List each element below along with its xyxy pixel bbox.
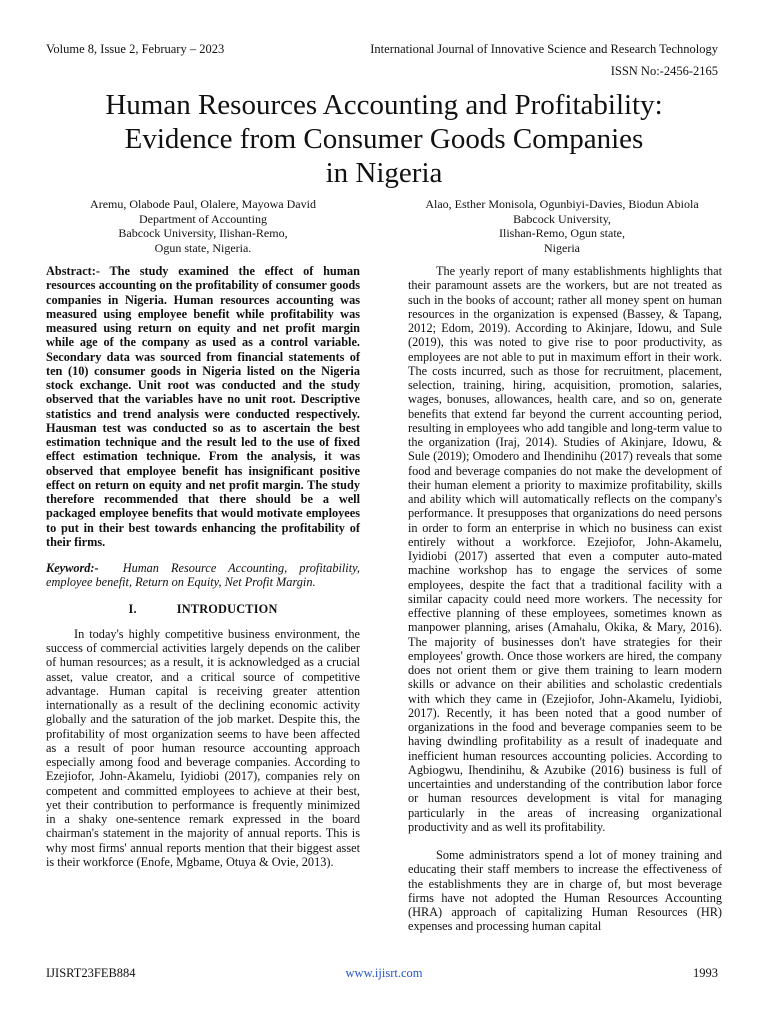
right-column bbox=[408, 264, 722, 934]
author-names: Aremu, Olabode Paul, Olalere, Mayowa David bbox=[90, 197, 316, 211]
authors-right bbox=[400, 197, 724, 255]
abstract: Abstract:- The study examined the effect of human resources accounting on the profitability of consumer goods companies in Nigeria. Human resources accounting was measured using employee benefit while profitability was measured using return on equity and net profit margin while age of the company as used as a control variable. Secondary data was sourced from financial statements of ten (10) consumer goods in Nigeria listed on the Nigeria stock exchange. Unit root was conducted and the study observed that the variables have no unit root. Descriptive statistics and trend analysis were conducted respectively. Hausman test was conducted so as to ascertain the best estimation technique and the result led to the use of fixed effect estimation technique. From the analysis, it was observed that employee benefit has insignificant positive effect on return on equity and net profit margin. The study therefore recommended that there should be a well packaged employee benefits that would motivate employees to put in their best towards enhancing the profitability of their firms. bbox=[46, 264, 360, 549]
paper-title bbox=[40, 88, 728, 190]
section-number: I. bbox=[128, 601, 137, 616]
author-affiliation: Nigeria bbox=[544, 240, 580, 255]
page-number: 1993 bbox=[693, 966, 718, 980]
author-affiliation: Department of Accounting bbox=[139, 211, 267, 226]
title-line: in Nigeria bbox=[325, 157, 443, 189]
keyword-list: Human Resource Accounting, profitability, employee benefit, Return on Equity, Net Profit Margin. bbox=[46, 561, 360, 590]
section-heading bbox=[46, 602, 360, 616]
author-affiliation: Ogun state, Nigeria. bbox=[154, 240, 252, 255]
journal-website-link[interactable]: www.ijisrt.com bbox=[345, 966, 423, 980]
authors-left bbox=[46, 197, 360, 255]
intro-paragraph: In today's highly competitive business environment, the success of commercial activities largely depends on the caliber of human resources; as a result, it is acknowledged as a crucial asset, value creator, and a critical source of competitive advantage. Human capital is receiving greater attention internationally as a result of the declining economic activity globally and the saturation of the job market. Despite this, the profitability of most organization seems to have been affected as a result of poor human resource accounting approach especially among food and beverage companies. According to Ezejiofor, John-Akamelu, Iyidiobi (2017), companies rely on competent and committed employees to achieve at their best, yet their contribution to performance is frequently minimized in a shaky one-sentence remark expressed in the board chairman's statement in the majority of annual reports. This is why most firms' annual reports mention that their biggest asset is their workforce (Enofe, Mgbame, Otuya & Ovie, 2013). bbox=[46, 626, 360, 869]
keyword-label: Keyword:- bbox=[46, 561, 99, 575]
title-line: Human Resources Accounting and Profitability: bbox=[105, 89, 663, 121]
author-affiliation: Ilishan-Remo, Ogun state, bbox=[499, 226, 625, 240]
body-paragraph: Some administrators spend a lot of money training and educating their staff members to increase the effectiveness of the establishments they are in charge of, but most beverage firms have not adopted the Human Resources Accounting (HRA) approach of capitalizing Human Resources (HR) expenses and processing human capital bbox=[408, 848, 722, 934]
keywords bbox=[46, 561, 360, 590]
journal-name: International Journal of Innovative Science and Research Technology bbox=[370, 42, 718, 56]
volume-issue: Volume 8, Issue 2, February – 2023 bbox=[46, 42, 225, 56]
author-names: Alao, Esther Monisola, Ogunbiyi-Davies, Biodun Abiola bbox=[425, 197, 699, 211]
section-title: INTRODUCTION bbox=[176, 601, 278, 616]
author-affiliation: Babcock University, Ilishan-Remo, bbox=[118, 226, 288, 240]
title-line: Evidence from Consumer Goods Companies bbox=[124, 123, 644, 155]
paper-id: IJISRT23FEB884 bbox=[46, 966, 136, 980]
left-column bbox=[46, 264, 360, 869]
author-affiliation: Babcock University, bbox=[513, 211, 611, 226]
body-paragraph: The yearly report of many establishments highlights that their paramount assets are the workers, but are not treated as such in the books of account; rather all money spent on human resources in the organization is expensed (Bassey, & Tapang, 2012; Edom, 2019). According to Akinjare, Idowu, and Sule (2019), this was noted to give rise to poor productivity, as employees are not able to put in maximum effort in their work. The costs incurred, such as those for recruitment, placement, selection, training, hiring, acquisition, promotion, salaries, wages, bonuses, allowances, health care, and so on, generate benefits that extend far beyond the current accounting period, resulting in employees who add tangible and long-term value to the organization (Iraj, 2014). Studies of Akinjare, Idowu, & Sule (2019); Omodero and Ihendinihu (2017) reveals that some food and beverage companies do not make the development of their human element a priority to maximize profitability, skills and ability which will automatically reflects on the company's performance. It presupposes that organizations do need persons in order to form an enterprise in which no business can exist entirely without a workforce. Ezejiofor, John-Akamelu, Iyidiobi (2017) asserted that even a computer auto-mated machine workshop has to engage the services of some employees, despite the fact that a traditional facility with a similar capacity could need more workers. The necessity for effective planning of these employees, sometimes known as manpower planning, arises (Amahalu, Okika, & Mary, 2016). The majority of businesses don't have strategies for their employees' growth. Once those workers are hired, the company does not orient them or give them training to learn modern skills or advance on their abilities and scholastic credentials with which they came in (Ezejiofor, John-Akamelu, Iyidiobi, 2017). Recently, it has been noted that a good number of organizations in the food and beverage companies seem to be having dwindling profitability as a result of inadequate and inefficient human resources accounting policies. According to Agbiogwu, Ihendinihu, & Azubike (2016) business is full of uncertainties and understanding of the contribution labor force or human resources development is vital for managing particularly in the areas of increasing organizational productivity and as well its profitability. bbox=[408, 264, 722, 834]
issn: ISSN No:-2456-2165 bbox=[610, 64, 718, 78]
